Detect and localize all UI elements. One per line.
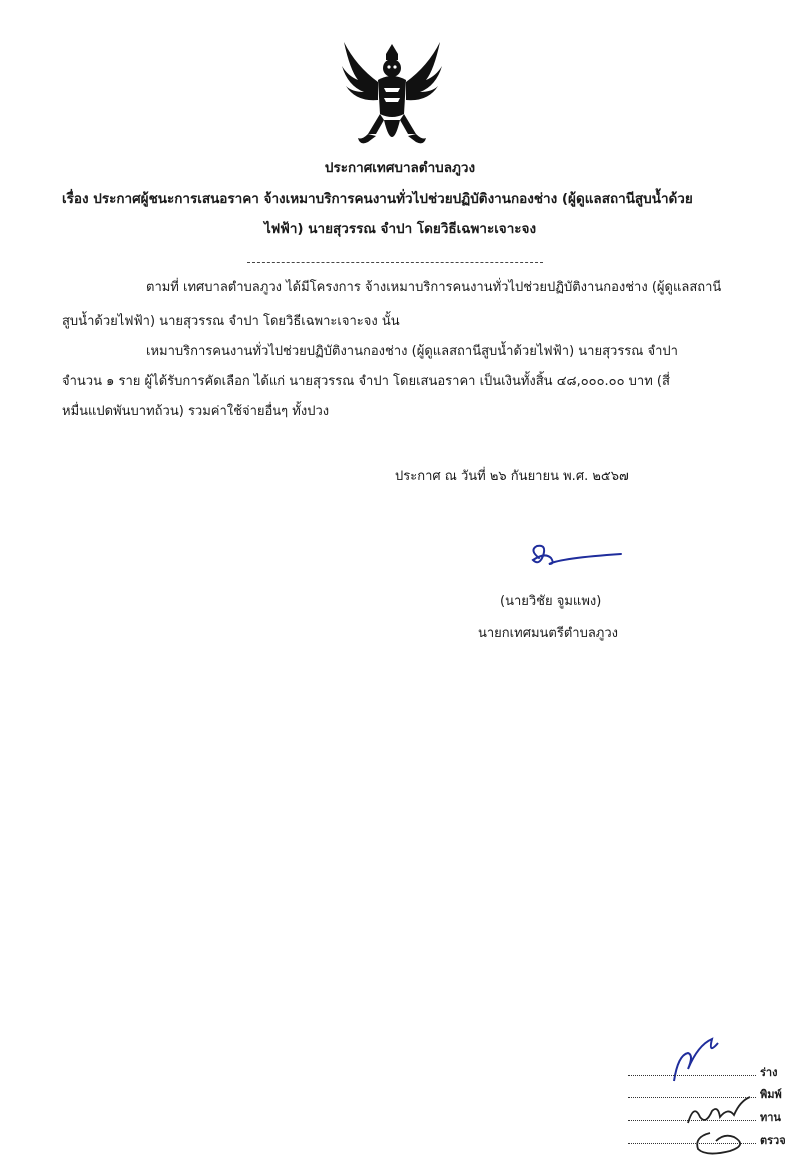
garuda-emblem-icon	[338, 36, 446, 156]
signer-name: (นายวิชัย จูมแพง)	[500, 594, 602, 609]
initial-row-typed	[628, 1085, 798, 1105]
initial-label-reviewed: ทาน	[760, 1111, 781, 1124]
subject-heading	[62, 184, 738, 244]
initial-line	[628, 1075, 756, 1076]
signer-position: นายกเทศมนตรีตำบลภูวง	[478, 626, 618, 641]
paragraph-2-line-2: จำนวน ๑ ราย ผู้ได้รับการคัดเลือก ได้แก่ นายสุวรรณ จำปา โดยเสนอราคา เป็นเงินทั้งสิ้น ๔๘,๐๐๐.๐๐ บาท (สี่	[62, 374, 670, 389]
paragraph-1-line-2: สูบน้ำด้วยไฟฟ้า) นายสุวรรณ จำปา โดยวิธีเฉพาะเจาะจง นั้น	[62, 314, 400, 329]
initials-block	[620, 1035, 800, 1160]
initial-label-checked: ตรวจ	[760, 1134, 786, 1147]
paragraph-1-line-1: ตามที่ เทศบาลตำบลภูวง ได้มีโครงการ จ้างเหมาบริการคนงานทั่วไปช่วยปฏิบัติงานกองช่าง (ผู้ดูแลสถานี	[146, 280, 722, 295]
signature-mark	[525, 540, 625, 570]
initial-label-draft: ร่าง	[760, 1066, 778, 1079]
initial-row-draft	[628, 1063, 798, 1083]
initial-line	[628, 1097, 756, 1098]
paragraph-2-line-3: หมื่นแปดพันบาทถ้วน) รวมค่าใช้จ่ายอื่นๆ ทั้งปวง	[62, 404, 330, 419]
paragraph-2-line-1: เหมาบริการคนงานทั่วไปช่วยปฏิบัติงานกองช่าง (ผู้ดูแลสถานีสูบน้ำด้วยไฟฟ้า) นายสุวรรณ จำปา	[146, 344, 678, 359]
initial-line	[628, 1120, 756, 1121]
agency-title: ประกาศเทศบาลตำบลภูวง	[324, 160, 476, 176]
initial-row-reviewed	[628, 1108, 798, 1128]
initial-row-checked	[628, 1131, 798, 1151]
announcement-date: ประกาศ ณ วันที่ ๒๖ กันยายน พ.ศ. ๒๕๖๗	[395, 469, 629, 484]
subject-line-1: เรื่อง ประกาศผู้ชนะการเสนอราคา จ้างเหมาบริการคนงานทั่วไปช่วยปฏิบัติงานกองช่าง (ผู้ดูแลสถานีสูบน้ำด้วย	[62, 191, 693, 207]
initial-label-typed: พิมพ์	[760, 1088, 782, 1101]
initial-line	[628, 1143, 756, 1144]
heading-divider	[247, 262, 543, 263]
subject-line-2: ไฟฟ้า) นายสุวรรณ จำปา โดยวิธีเฉพาะเจาะจง	[263, 221, 537, 237]
